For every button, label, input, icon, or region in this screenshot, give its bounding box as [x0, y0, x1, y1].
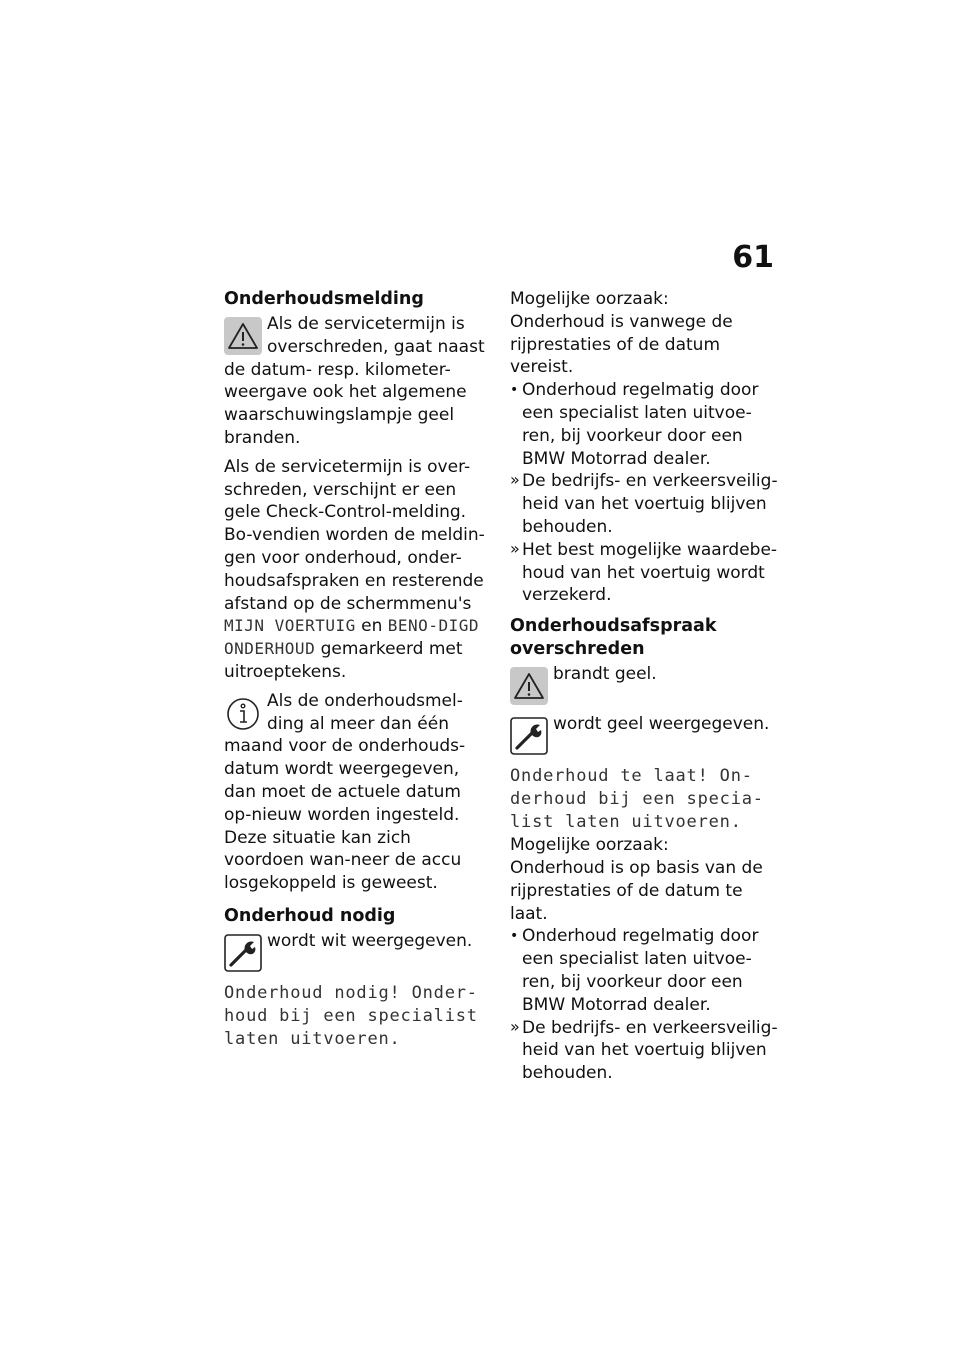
list-item: [510, 539, 782, 607]
list-item: [510, 470, 782, 538]
list-item: [510, 925, 782, 1016]
list-item: [510, 379, 782, 470]
check-control-paragraph: [224, 456, 492, 684]
bullet-marker: •: [510, 928, 519, 945]
list-item-text: De bedrijfs- en verkeersveilig-heid van het voertuig blijven behouden.: [522, 1017, 778, 1084]
list-item-text: Het best mogelijke waardebe-houd van het voertuig wordt verzekerd.: [522, 539, 778, 606]
info-icon: [224, 694, 262, 732]
bullet-marker: •: [510, 382, 519, 399]
section-heading-onderhoudsmelding: Onderhoudsmelding: [224, 289, 424, 309]
warning-text: brandt geel.: [553, 664, 657, 685]
menu-name-mijn-voertuig: MIJN VOERTUIG: [224, 616, 356, 636]
result-marker: »: [510, 1016, 520, 1036]
page-number: 61: [732, 240, 774, 275]
warning-paragraph-yellow: [510, 663, 782, 707]
list-item-text: Onderhoud regelmatig door een specialist laten uitvoe-ren, bij voorkeur door een BMW Motorrad dealer.: [522, 926, 759, 1015]
check-control-text-end: gemarkeerd met uitroeptekens.: [224, 639, 463, 682]
display-message-onderhoud-te-laat: Onderhoud te laat! On-derhoud bij een specia-list laten uitvoeren.: [510, 766, 764, 833]
action-list-1: [510, 379, 782, 607]
wrench-paragraph-white: [224, 930, 492, 974]
right-column: [510, 288, 782, 1093]
conjunction-text: en: [361, 616, 383, 637]
list-item-text: Onderhoud regelmatig door een specialist laten uitvoe-ren, bij voorkeur door een BMW Motorrad dealer.: [522, 380, 759, 469]
wrench-icon: [224, 934, 262, 972]
action-list-2: [510, 925, 782, 1085]
warning-text: Als de servicetermijn is overschreden, gaat naast de datum- resp. kilometer-weergave ook het algemene waarschuwingslampje geel branden.: [224, 314, 485, 448]
menu-name-benodigd-onderhoud: BENO-DIGD ONDERHOUD: [224, 616, 479, 659]
section-heading-onderhoudsafspraak: Onderhoudsafspraak overschreden: [510, 616, 717, 660]
warning-paragraph: [224, 313, 492, 450]
warning-triangle-icon: [224, 317, 262, 355]
cause-text: Onderhoud is vanwege de rijprestaties of de datum vereist.: [510, 311, 733, 378]
info-paragraph: [224, 690, 492, 895]
list-item-text: De bedrijfs- en verkeersveilig-heid van het voertuig blijven behouden.: [522, 471, 778, 537]
info-text: Als de onderhoudsmel-ding al meer dan één maand voor de onderhouds-datum wordt weergegeven, dan moet de actuele datum op-nieuw worden ingesteld. Deze situatie kan zich voordoen wan-neer de accu losgekoppeld is geweest.: [224, 690, 466, 894]
cause-text: Onderhoud is op basis van de rijprestaties of de datum te laat.: [510, 857, 763, 924]
left-column: [224, 288, 492, 1051]
cause-label: Mogelijke oorzaak:: [510, 835, 669, 856]
warning-triangle-icon: [510, 667, 548, 705]
display-message-onderhoud-nodig: Onderhoud nodig! Onder-houd bij een specialist laten uitvoeren.: [224, 982, 478, 1049]
wrench-icon: [510, 717, 548, 755]
wrench-text: wordt geel weergegeven.: [553, 714, 770, 735]
result-marker: »: [510, 538, 520, 558]
wrench-text: wordt wit weergegeven.: [267, 930, 473, 951]
wrench-paragraph-yellow: [510, 713, 782, 757]
check-control-text: Als de servicetermijn is over-schreden, verschijnt er een gele Check-Control-melding. Bo-vendien worden de meldin-gen voor onderhoud, onder-houdsafspraken en resterende afstand op de schermmenu's: [224, 456, 485, 614]
result-marker: »: [510, 470, 520, 490]
section-heading-onderhoud-nodig: Onderhoud nodig: [224, 905, 396, 926]
list-item: [510, 1017, 782, 1085]
cause-label: Mogelijke oorzaak:: [510, 289, 669, 309]
